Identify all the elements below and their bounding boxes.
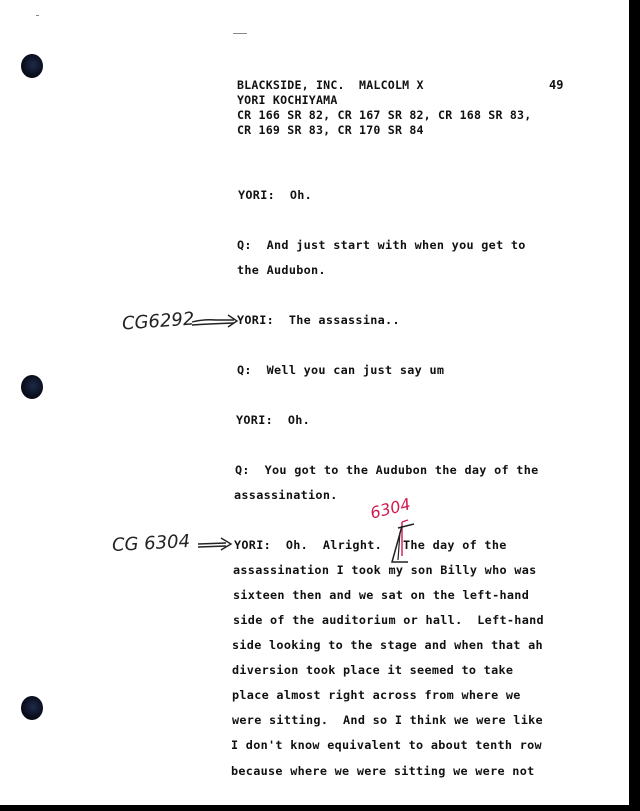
- binder-hole-top: [21, 54, 43, 78]
- transcript-line: assassination.: [234, 488, 338, 502]
- header-line: BLACKSIDE, INC. MALCOLM X: [237, 78, 424, 92]
- arrow-icon: [196, 534, 236, 554]
- transcript-line: YORI: The assassina..: [237, 313, 400, 327]
- transcript-line: side of the auditorium or hall. Left-hand: [233, 613, 544, 627]
- transcript-line: YORI: Oh.: [236, 413, 311, 427]
- transcript-line: I don't know equivalent to about tenth row: [231, 738, 542, 752]
- handwritten-red-timecode: 6304: [368, 494, 413, 523]
- transcript-line: Q: You got to the Audubon the day of the: [235, 463, 539, 477]
- edit-bracket-mark: [378, 518, 418, 568]
- transcript-line: The day of the: [403, 538, 507, 552]
- transcript-line: were sitting. And so I think we were like: [232, 713, 543, 727]
- transcript-line: place almost right across from where we: [232, 688, 521, 702]
- transcript-line: YORI: Oh. Alright.: [234, 538, 383, 552]
- header-line: CR 166 SR 82, CR 167 SR 82, CR 168 SR 83,: [237, 108, 532, 122]
- transcript-line: because where we were sitting we were not: [231, 764, 535, 778]
- transcript-line: the Audubon.: [237, 263, 326, 277]
- transcript-line: Q: Well you can just say um: [237, 363, 445, 377]
- transcript-line: diversion took place it seemed to take: [232, 663, 514, 677]
- transcript-line: side looking to the stage and when that ah: [232, 638, 543, 652]
- transcript-line: Q: And just start with when you get to: [237, 238, 526, 252]
- binder-hole-bottom: [21, 696, 43, 720]
- header-line: CR 169 SR 83, CR 170 SR 84: [237, 123, 424, 137]
- scan-speckle: [233, 33, 247, 34]
- document-header: [237, 78, 531, 138]
- scan-speckle: [36, 15, 39, 16]
- header-line: YORI KOCHIYAMA: [237, 93, 338, 107]
- handwritten-cg-annotation: CG6292: [121, 308, 195, 335]
- binder-hole-middle: [21, 375, 43, 399]
- transcript-line: sixteen then and we sat on the left-hand: [233, 588, 530, 602]
- arrow-icon: [190, 310, 242, 332]
- page-number: 49: [549, 78, 564, 92]
- transcript-line: assassination I took my son Billy who was: [233, 563, 537, 577]
- transcript-line: YORI: Oh.: [238, 188, 313, 202]
- handwritten-cg-annotation: CG 6304: [111, 530, 191, 557]
